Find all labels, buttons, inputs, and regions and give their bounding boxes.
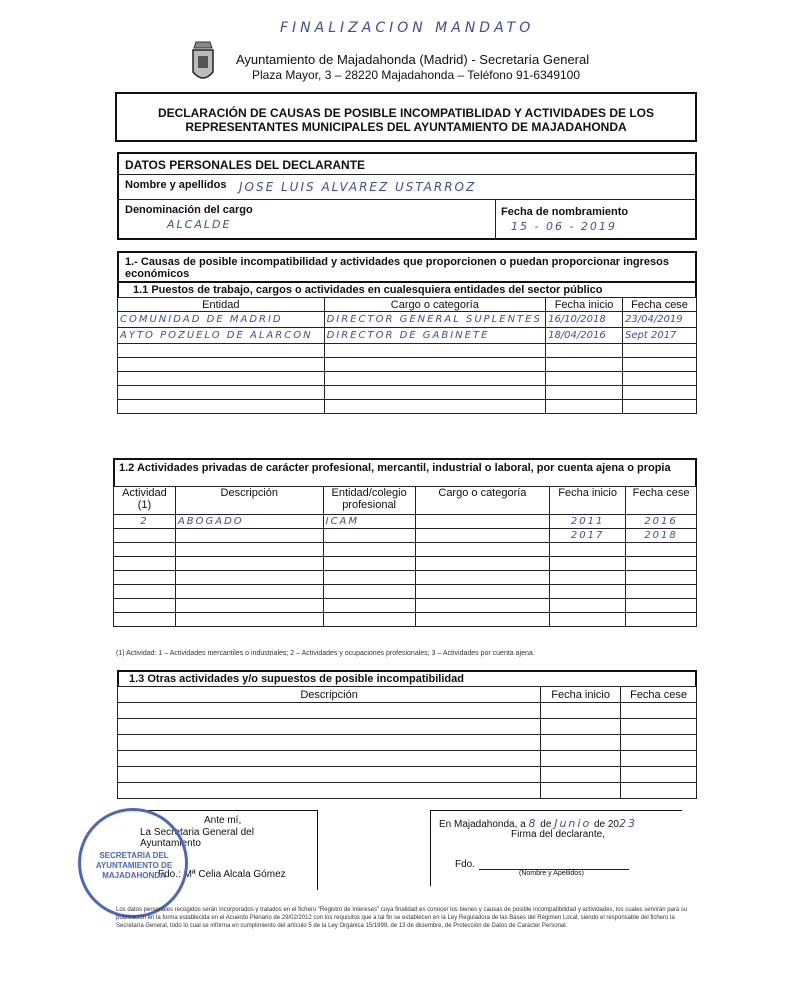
cell[interactable]: ICAM xyxy=(323,515,415,529)
cell[interactable] xyxy=(175,529,323,543)
cell[interactable] xyxy=(118,719,541,735)
cell[interactable] xyxy=(324,386,546,400)
col-cargo: Cargo o categoría xyxy=(415,487,550,515)
cell[interactable] xyxy=(118,372,325,386)
cell[interactable] xyxy=(626,557,697,571)
table-row xyxy=(114,529,697,543)
cell[interactable]: Sept 2017 xyxy=(623,328,697,344)
table-row xyxy=(118,358,697,372)
fdo-label: Fdo. xyxy=(455,859,476,870)
col-entidad: Entidad xyxy=(118,298,325,312)
cell[interactable] xyxy=(415,529,550,543)
cargo-label: Denominación del cargo xyxy=(125,204,253,216)
cell[interactable] xyxy=(323,557,415,571)
table-header-row xyxy=(114,487,697,515)
cell[interactable]: AYTO POZUELO DE ALARCON xyxy=(118,328,325,344)
cell[interactable] xyxy=(323,529,415,543)
table-row xyxy=(118,767,697,783)
col-fecha-inicio: Fecha inicio xyxy=(546,298,623,312)
cell[interactable] xyxy=(118,783,541,799)
cell[interactable] xyxy=(546,386,623,400)
cell[interactable] xyxy=(626,599,697,613)
cell[interactable]: 2018 xyxy=(626,529,697,543)
header-title: Ayuntamiento de Majadahonda (Madrid) - Secretaría General xyxy=(236,52,590,67)
document-title-box xyxy=(115,92,697,142)
cell[interactable] xyxy=(623,400,697,414)
table-row xyxy=(118,312,697,328)
table-row xyxy=(118,719,697,735)
cell[interactable] xyxy=(175,613,323,627)
cell[interactable] xyxy=(323,585,415,599)
col-descripcion: Descripción xyxy=(118,687,541,703)
cell[interactable]: DIRECTOR GENERAL SUPLENTES xyxy=(324,312,546,328)
cell[interactable]: 2017 xyxy=(550,529,626,543)
cell[interactable] xyxy=(118,400,325,414)
table-row xyxy=(118,783,697,799)
table-row xyxy=(118,703,697,719)
appointment-date-label: Fecha de nombramiento xyxy=(501,206,629,218)
table-row xyxy=(114,585,697,599)
cell[interactable] xyxy=(621,735,697,751)
cell[interactable]: 23/04/2019 xyxy=(623,312,697,328)
cell[interactable] xyxy=(621,783,697,799)
declarant-sign-box xyxy=(430,810,682,886)
section11-title: 1.1 Puestos de trabajo, cargos o actividades en cualesquiera entidades del sector público xyxy=(133,284,603,296)
secretary-name: Fdo.: Mª Celia Alcala Gómez xyxy=(158,869,286,880)
de-text: de xyxy=(540,819,552,830)
table-header-row xyxy=(118,298,697,312)
section11-title-box xyxy=(117,281,697,297)
cargo-value[interactable]: ALCALDE xyxy=(167,218,232,231)
stamp-text: SECRETARIA DEL AYUNTAMIENTO DE MAJADAHONDA xyxy=(95,851,173,880)
cell[interactable] xyxy=(114,613,176,627)
cell[interactable] xyxy=(175,557,323,571)
cell[interactable] xyxy=(324,400,546,414)
cell[interactable] xyxy=(118,344,325,358)
table-row xyxy=(114,571,697,585)
personal-data-heading: DATOS PERSONALES DEL DECLARANTE xyxy=(125,158,366,172)
private-activities-table xyxy=(113,486,697,627)
cell[interactable] xyxy=(415,543,550,557)
section12-title-box xyxy=(113,458,697,486)
table-row xyxy=(118,751,697,767)
name-surname-label: (Nombre y Apellidos) xyxy=(519,870,584,877)
cell[interactable] xyxy=(323,571,415,585)
cell[interactable]: COMUNIDAD DE MADRID xyxy=(118,312,325,328)
cell[interactable] xyxy=(541,719,621,735)
header-address: Plaza Mayor, 3 – 28220 Majadahonda – Teléfono 91-6349100 xyxy=(252,68,581,82)
cell[interactable]: 2 xyxy=(114,515,176,529)
cell[interactable] xyxy=(623,386,697,400)
legal-notice: Los datos personales recogidos serán incorporados y tratados en el fichero "Registro de Intereses" cuya finalidad es conocer los bienes y causas de posible incompatibilidad y actividades, los cuales servirán para su publicación en la forma establecida en el Acuerdo Plenario de 29/02/2012 con los requisitos que a tal fin se establecen en la Ley Reguladora de las Bases del Régimen Local, siendo el responsable del fichero la Secretaría General, todo lo cual se informa en cumplimiento del artículo 5 de la Ley Orgánica 15/1999, de 13 de diciembre, de Protección de Datos de Carácter Personal. xyxy=(116,907,688,929)
table-row xyxy=(114,515,697,529)
cell[interactable] xyxy=(621,719,697,735)
handwritten-title: FINALIZACION MANDATO xyxy=(280,20,535,36)
col-fecha-cese: Fecha cese xyxy=(621,687,697,703)
table-row xyxy=(114,599,697,613)
cell[interactable] xyxy=(621,703,697,719)
table-row xyxy=(114,543,697,557)
other-activities-table xyxy=(117,686,697,799)
cell[interactable] xyxy=(415,515,550,529)
cell[interactable] xyxy=(550,613,626,627)
cell[interactable] xyxy=(623,358,697,372)
appointment-date-value[interactable]: 15 - 06 - 2019 xyxy=(511,220,617,233)
document-title-line2: REPRESENTANTES MUNICIPALES DEL AYUNTAMIENTO DE MAJADAHONDA xyxy=(185,120,627,134)
cell[interactable] xyxy=(626,571,697,585)
cell[interactable] xyxy=(324,372,546,386)
cell[interactable]: 18/04/2016 xyxy=(546,328,623,344)
section13-title: 1.3 Otras actividades y/o supuestos de posible incompatibilidad xyxy=(129,673,464,685)
public-sector-table xyxy=(117,297,697,414)
cell[interactable] xyxy=(324,358,546,372)
cell[interactable] xyxy=(114,529,176,543)
personal-data-box xyxy=(117,152,697,240)
table-row xyxy=(118,735,697,751)
cell[interactable]: ABOGADO xyxy=(175,515,323,529)
col-fecha-inicio: Fecha inicio xyxy=(541,687,621,703)
col-fecha-cese: Fecha cese xyxy=(626,487,697,515)
activity-footnote: (1) Actividad: 1 – Actividades mercantiles o industriales; 2 – Actividades y ocupaciones profesionales; 3 – Actividades por cuenta ajena. xyxy=(116,650,535,657)
cell[interactable] xyxy=(550,571,626,585)
cell[interactable] xyxy=(541,783,621,799)
section12-title: 1.2 Actividades privadas de carácter profesional, mercantil, industrial o laboral, por cuenta ajena o propia xyxy=(119,462,671,474)
table-header-row xyxy=(118,687,697,703)
sign-year[interactable]: 23 xyxy=(619,817,637,830)
cell[interactable] xyxy=(175,543,323,557)
table-row xyxy=(118,386,697,400)
declarant-signature-label: Firma del declarante, xyxy=(511,829,605,840)
cell[interactable] xyxy=(323,613,415,627)
cell[interactable] xyxy=(621,767,697,783)
cell[interactable] xyxy=(323,599,415,613)
cell[interactable] xyxy=(546,344,623,358)
cell[interactable] xyxy=(541,703,621,719)
cell[interactable] xyxy=(175,599,323,613)
secretary-title: La Secretaria General del Ayuntamiento xyxy=(140,827,254,849)
cell[interactable] xyxy=(415,599,550,613)
cell[interactable] xyxy=(118,751,541,767)
section13-title-box xyxy=(117,670,697,686)
cell[interactable] xyxy=(118,703,541,719)
cell[interactable] xyxy=(324,344,546,358)
document-title-line1: DECLARACIÓN DE CAUSAS DE POSIBLE INCOMPATIBLIDAD Y ACTIVIDADES DE LOS xyxy=(157,106,655,120)
cell[interactable] xyxy=(626,543,697,557)
name-label: Nombre y apellidos xyxy=(125,179,227,191)
cell[interactable] xyxy=(175,571,323,585)
cell[interactable]: 16/10/2018 xyxy=(546,312,623,328)
table-row xyxy=(118,328,697,344)
col-entidad-colegio: Entidad/colegio profesional xyxy=(323,487,415,515)
col-descripcion: Descripción xyxy=(175,487,323,515)
cell[interactable] xyxy=(323,543,415,557)
de-year-text: de 20 xyxy=(593,819,619,830)
cell[interactable] xyxy=(118,386,325,400)
cell[interactable] xyxy=(541,767,621,783)
cell[interactable] xyxy=(415,557,550,571)
cell[interactable] xyxy=(546,358,623,372)
cell[interactable] xyxy=(626,613,697,627)
cell[interactable] xyxy=(175,585,323,599)
table-row xyxy=(114,557,697,571)
cell[interactable] xyxy=(114,543,176,557)
section1-title: 1.- Causas de posible incompatibilidad y actividades que proporcionen o puedan proporcionar ingresos económicos xyxy=(125,256,669,280)
col-cargo: Cargo o categoría xyxy=(324,298,546,312)
municipal-stamp xyxy=(78,808,188,918)
cell[interactable] xyxy=(118,767,541,783)
cell[interactable] xyxy=(118,358,325,372)
cell[interactable] xyxy=(541,751,621,767)
table-row xyxy=(114,613,697,627)
cell[interactable] xyxy=(623,344,697,358)
cell[interactable]: 2016 xyxy=(626,515,697,529)
cell[interactable] xyxy=(114,599,176,613)
cell[interactable] xyxy=(415,585,550,599)
col-actividad: Actividad (1) xyxy=(114,487,176,515)
cell[interactable] xyxy=(114,585,176,599)
cell[interactable]: DIRECTOR DE GABINETE xyxy=(324,328,546,344)
cell[interactable] xyxy=(541,735,621,751)
table-row xyxy=(118,344,697,358)
table-row xyxy=(118,372,697,386)
cell[interactable] xyxy=(546,372,623,386)
cell[interactable] xyxy=(114,571,176,585)
cell[interactable] xyxy=(415,571,550,585)
name-value[interactable]: JOSE LUIS ALVAREZ USTARROZ xyxy=(239,180,477,194)
sign-month[interactable]: Junio xyxy=(554,817,592,830)
place-text: En Majadahonda, a xyxy=(439,819,526,830)
sign-day[interactable]: 8 xyxy=(528,817,538,830)
ante-mi: Ante mí, xyxy=(204,815,242,826)
cell[interactable] xyxy=(550,585,626,599)
cell[interactable] xyxy=(114,557,176,571)
col-fecha-inicio: Fecha inicio xyxy=(550,487,626,515)
cell[interactable] xyxy=(415,613,550,627)
cell[interactable] xyxy=(550,543,626,557)
cell[interactable] xyxy=(623,372,697,386)
cell[interactable] xyxy=(626,585,697,599)
cell[interactable] xyxy=(621,751,697,767)
col-fecha-cese: Fecha cese xyxy=(623,298,697,312)
cell[interactable] xyxy=(118,735,541,751)
cell[interactable] xyxy=(550,599,626,613)
coat-of-arms-logo xyxy=(190,38,216,86)
cell[interactable] xyxy=(546,400,623,414)
cell[interactable]: 2011 xyxy=(550,515,626,529)
table-row xyxy=(118,400,697,414)
cell[interactable] xyxy=(550,557,626,571)
